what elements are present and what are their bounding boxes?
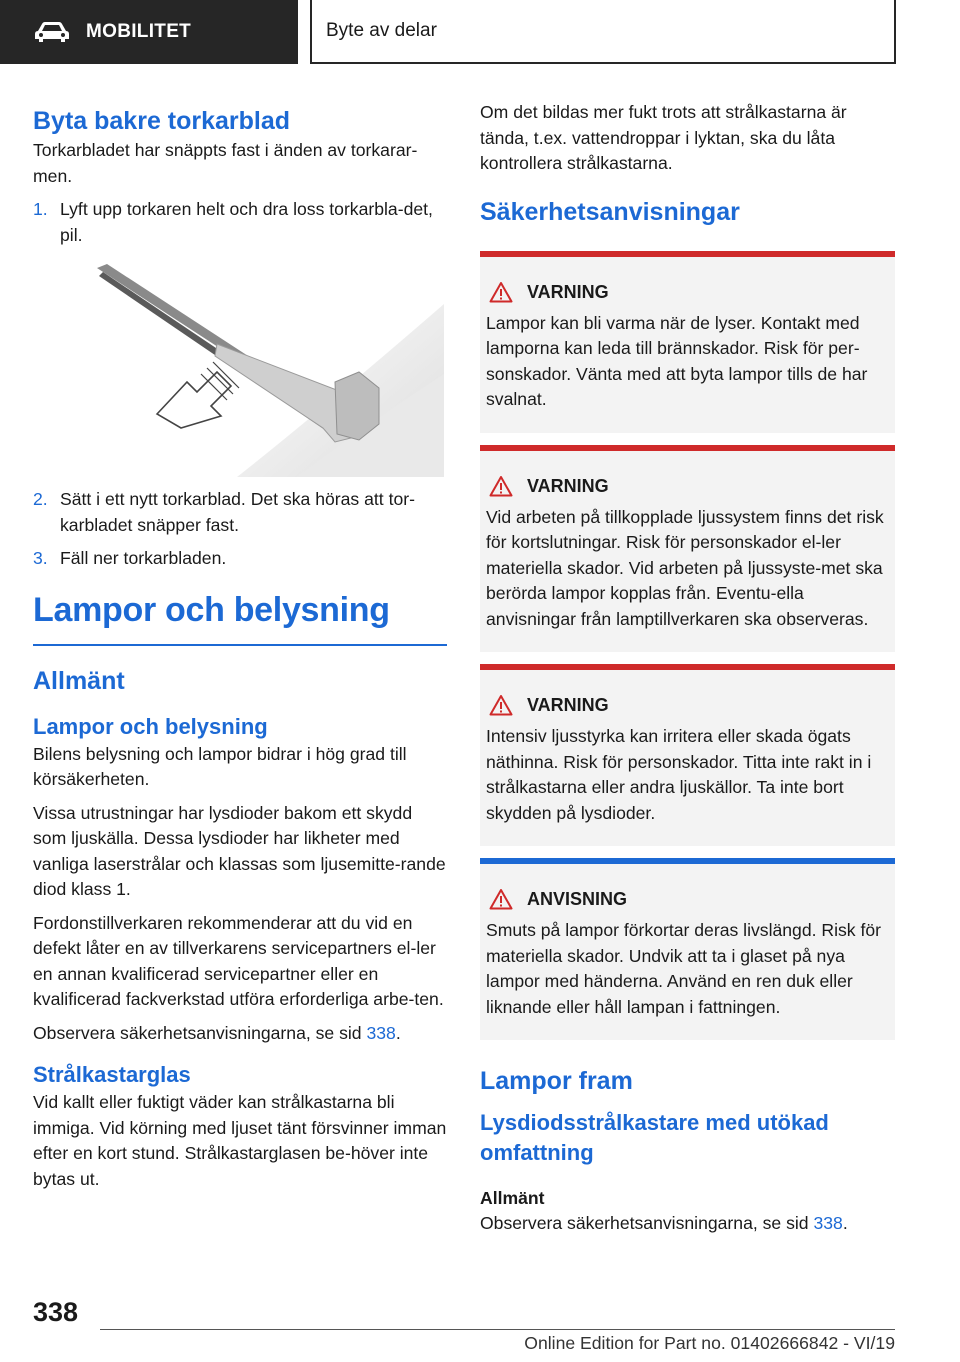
step-text: Sätt i ett nytt torkarblad. Det ska höras att tor-karbladet snäpper fast. (60, 489, 415, 535)
wiper-intro: Torkarbladet har snäppts fast i änden av torkarar-men. (33, 140, 418, 186)
step-number: 3. (33, 548, 48, 568)
chapter-title: Byte av delar (310, 0, 896, 64)
step-number: 2. (33, 489, 48, 509)
edition-note: Online Edition for Part no. 01402666842 - VI/19 (524, 1333, 895, 1353)
wiper-steps-cont (33, 487, 447, 572)
paragraph-2: Vissa utrustningar har lysdioder bakom ett skydd som ljuskälla. Dessa lysdioder har likheter med vanliga laserstrålar och klassas som ljusemitte-rande diod klass 1. (33, 802, 446, 899)
ref-text: Observera säkerhetsanvisningarna, se sid (33, 1022, 367, 1043)
page-link[interactable]: 338 (366, 1022, 396, 1043)
warning-box-2 (480, 445, 895, 653)
notice-title: ANVISNING (527, 889, 628, 909)
paragraph-5: Vid kallt eller fuktigt väder kan strålkastarna bli immiga. Vid körning med ljuset tänt försvinner imman efter en kort stund. Strålkastarglasen be-höver inte bytas ut. (33, 1092, 447, 1189)
warning-text: Lampor kan bli varma när de lyser. Kontakt med lamporna kan leda till brännskador. Risk för per-sonskador. Vänta med att byta lampor tills de har svalnat. (486, 312, 868, 409)
general-subheading: Allmänt (480, 1188, 545, 1208)
warning-triangle-icon (489, 694, 513, 716)
wiper-blade-illustration (97, 264, 444, 477)
car-icon (34, 21, 70, 43)
notice-text: Smuts på lampor förkortar deras livslängd. Risk för materiella skador. Undvik att ta i glaset på nya lampor med händerna. Använd en ren duk eller liknande eller håll lampan i fattningen. (486, 920, 882, 1017)
warning-triangle-icon (489, 475, 513, 497)
section-tab (0, 0, 298, 64)
warning-title: VARNING (527, 695, 609, 715)
lamps-subheading: Lampor och belysning (33, 713, 268, 739)
page-number: 338 (33, 1297, 79, 1327)
safety-reference (480, 1211, 895, 1237)
step-text: Lyft upp torkaren helt och dra loss torkarbla-det, pil. (60, 199, 433, 245)
lamps-heading: Lampor och belysning (33, 588, 447, 646)
page-link[interactable]: 338 (813, 1213, 843, 1233)
step-text: Fäll ner torkarbladen. (60, 548, 227, 568)
step-number: 1. (33, 199, 48, 219)
left-column (33, 100, 447, 1192)
footer-divider (100, 1329, 895, 1330)
ref-suffix: . (395, 1022, 401, 1043)
wiper-steps (33, 197, 447, 248)
step-1 (33, 197, 447, 248)
step-2 (33, 487, 447, 538)
notice-box (480, 858, 895, 1040)
step-3 (33, 546, 447, 572)
ref-suffix: . (842, 1213, 848, 1233)
warning-title: VARNING (527, 281, 609, 302)
glass-heading: Strålkastarglas (33, 1062, 191, 1087)
warning-text: Intensiv ljusstyrka kan irritera eller skada ögats näthinna. Risk för personskador. Titta inte rakt in i strålkastarna eller andra ljuskällor. Ta inte bort skydden på lysdioder. (486, 726, 872, 823)
warning-title: VARNING (527, 475, 609, 496)
wiper-heading: Byta bakre torkarblad (33, 107, 291, 135)
warning-triangle-icon (489, 281, 513, 303)
general-heading: Allmänt (33, 666, 125, 695)
warning-text: Vid arbeten på tillkopplade ljussystem finns det risk för kortslutningar. Risk för personskador el-ler materiella skador. Vid arbeten på ljussyste-met ska berörda lampor kopplas från. Eventu-ella anvisningar från lamptillverkaren ska observeras. (486, 506, 884, 629)
warning-box-3 (480, 664, 895, 846)
paragraph-4 (33, 1021, 447, 1047)
warning-triangle-icon (489, 888, 513, 910)
safety-heading: Säkerhetsanvisningar (480, 197, 740, 226)
moisture-paragraph: Om det bildas mer fukt trots att strålkastarna är tända, t.ex. vattendroppar i lyktan, ska du låta kontrollera strålkastarna. (480, 102, 847, 173)
paragraph-1: Bilens belysning och lampor bidrar i hög grad till körsäkerheten. (33, 743, 407, 789)
warning-box-1 (480, 251, 895, 433)
front-lamps-heading: Lampor fram (480, 1067, 633, 1095)
right-column (480, 100, 895, 1237)
wiper-illustration-graphic (97, 264, 444, 477)
ref-text: Observera säkerhetsanvisningarna, se sid (480, 1213, 814, 1233)
led-heading: Lysdiodsstrålkastare med utökad omfattning (480, 1110, 829, 1165)
paragraph-3: Fordonstillverkaren rekommenderar att du vid en defekt låter en av tillverkarens servicepartners el-ler en annan kvalificerad servicepartner eller en kvalificerad fackverkstad utföra erforderliga arbe-ten. (33, 912, 444, 1009)
section-title: MOBILITET (86, 21, 192, 42)
